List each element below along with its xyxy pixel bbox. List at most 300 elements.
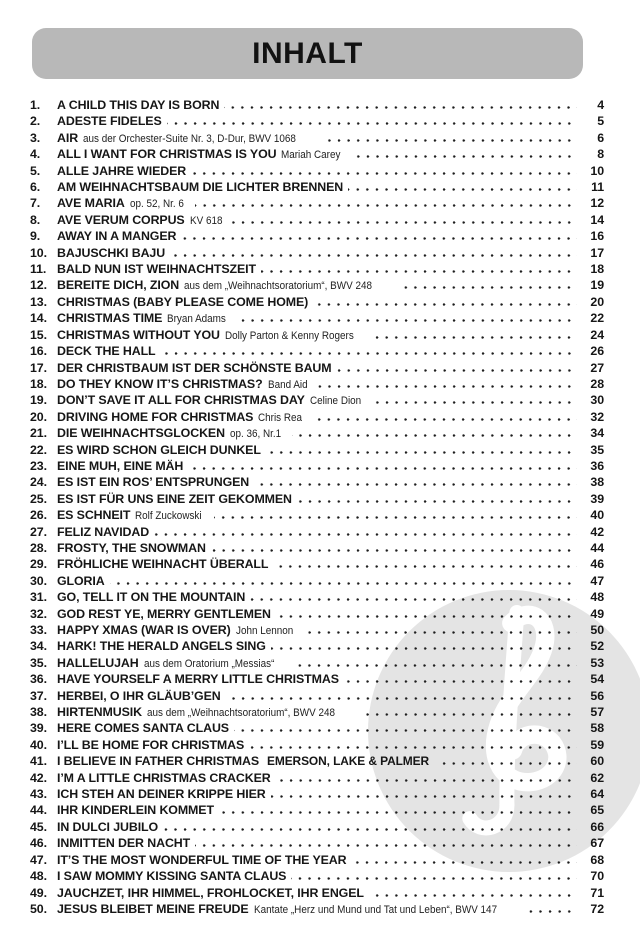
toc-entry-number: 7. <box>30 196 41 211</box>
toc-entry-page: 50 <box>590 623 604 637</box>
toc-row <box>30 606 604 622</box>
toc-row <box>30 507 604 523</box>
toc-row <box>30 474 604 490</box>
toc-entry-detail: KV 618 <box>189 214 223 227</box>
toc-entry-title-text: DIE WEIHNACHTSGLOCKEN <box>57 426 225 441</box>
toc-entry-title <box>57 130 320 147</box>
toc-row <box>30 901 604 917</box>
toc-entry-number: 14. <box>30 311 47 326</box>
toc-entry-number: 44. <box>30 803 47 818</box>
toc-entry-number: 25. <box>30 491 47 506</box>
toc-row <box>30 671 604 687</box>
dot-leader <box>439 762 577 765</box>
toc-entry-detail: Chris Rea <box>258 411 303 424</box>
toc-entry-title-text: AWAY IN A MANGER <box>57 229 177 244</box>
toc-entry-title <box>57 688 221 704</box>
toc-entry-title <box>57 146 348 163</box>
toc-entry-number: 45. <box>30 819 47 834</box>
toc-entry-title-text: CHRISTMAS (BABY PLEASE COME HOME) <box>57 294 309 309</box>
toc-entry-page: 17 <box>590 245 604 260</box>
dot-leader <box>170 254 577 257</box>
toc-row <box>30 524 604 540</box>
toc-entry-detail: Rolf Zuckowski <box>135 510 202 523</box>
toc-row <box>30 704 604 720</box>
toc-entry-title-text: I’M A LITTLE CHRISTMAS CRACKER <box>57 770 271 785</box>
toc-entry-number: 43. <box>30 787 47 802</box>
toc-entry-number: 34. <box>30 639 47 654</box>
toc-entry-number: 42. <box>30 770 47 785</box>
toc-row <box>30 360 604 376</box>
toc-entry-number: 8. <box>30 212 41 227</box>
toc-entry-title <box>57 720 229 736</box>
toc-entry-page: 19 <box>590 278 604 293</box>
toc-entry-title-text: DRIVING HOME FOR CHRISTMAS <box>57 409 254 424</box>
toc-entry-title <box>57 589 245 605</box>
toc-entry-detail: EMERSON, LAKE & PALMER <box>267 754 430 769</box>
dot-leader <box>398 286 577 289</box>
toc-entry-title <box>57 524 149 540</box>
toc-row <box>30 655 604 671</box>
toc-entry-title-text: IN DULCI JUBILO <box>57 819 159 834</box>
dot-leader <box>266 451 577 454</box>
toc-entry-page: 6 <box>597 130 604 145</box>
toc-entry-title <box>57 212 226 229</box>
toc-entry-title <box>57 376 312 393</box>
toc-entry-page: 28 <box>590 376 604 391</box>
toc-entry-title-text: ALLE JAHRE WIEDER <box>57 163 187 178</box>
toc-entry-title <box>57 868 286 884</box>
toc-entry-title-text: CHRISTMAS TIME <box>57 311 163 326</box>
toc-row <box>30 163 604 179</box>
toc-row <box>30 343 604 359</box>
dot-leader <box>372 401 577 404</box>
toc-entry-number: 10. <box>30 245 47 260</box>
toc-entry-title <box>57 671 339 687</box>
toc-entry-title <box>57 277 393 294</box>
toc-entry-title-text: IHR KINDERLEIN KOMMET <box>57 803 214 818</box>
dot-leader <box>369 894 577 897</box>
toc-entry-title-text: FROSTY, THE SNOWMAN <box>57 540 206 555</box>
toc-entry-number: 50. <box>30 901 47 916</box>
toc-row <box>30 802 604 818</box>
toc-entry-page: 52 <box>590 639 604 654</box>
dot-leader <box>226 697 577 700</box>
dot-leader <box>214 516 577 519</box>
dot-leader <box>195 844 577 847</box>
toc-entry-number: 30. <box>30 573 47 588</box>
toc-entry-number: 38. <box>30 705 47 720</box>
toc-entry-page: 44 <box>590 540 604 555</box>
toc-entry-number: 41. <box>30 754 47 769</box>
page-title: INHALT <box>252 36 363 70</box>
toc-entry-title <box>57 245 165 261</box>
toc-entry-number: 11. <box>30 262 47 277</box>
toc-row <box>30 770 604 786</box>
toc-entry-title <box>57 704 356 721</box>
toc-row <box>30 310 604 326</box>
toc-entry-title <box>57 770 271 786</box>
toc-entry-number: 20. <box>30 409 47 424</box>
toc-row <box>30 294 604 310</box>
toc-entry-page: 4 <box>597 98 604 112</box>
toc-entry-title <box>57 310 233 327</box>
toc-row <box>30 737 604 753</box>
toc-entry-title <box>57 737 244 753</box>
toc-entry-number: 48. <box>30 869 47 884</box>
toc-entry-page: 64 <box>590 787 604 802</box>
toc-entry-page: 11 <box>591 180 604 195</box>
toc-entry-title <box>57 360 332 376</box>
toc-entry-page: 26 <box>590 344 604 359</box>
dot-leader <box>195 204 577 207</box>
dot-leader <box>238 319 577 322</box>
toc-entry-page: 54 <box>590 672 604 687</box>
toc-entry-detail: John Lennon <box>235 625 293 637</box>
toc-entry-page: 62 <box>590 770 604 785</box>
toc-row <box>30 589 604 605</box>
toc-entry-title <box>57 885 364 901</box>
toc-entry-title-text: HALLELUJAH <box>57 655 139 670</box>
toc-entry-page: 32 <box>590 409 604 424</box>
toc-entry-detail: aus dem „Weihnachtsoratorium“, BWV 248 <box>184 280 373 293</box>
toc-entry-number: 15. <box>30 327 47 342</box>
toc-entry-page: 24 <box>590 327 604 342</box>
toc-entry-page: 18 <box>590 262 604 277</box>
toc-entry-page: 70 <box>590 869 604 884</box>
toc-row <box>30 786 604 802</box>
toc-entry-title <box>57 556 268 572</box>
dot-leader <box>317 385 577 388</box>
toc-entry-title-text: ALL I WANT FOR CHRISTMAS IS YOU <box>57 147 277 162</box>
dot-leader <box>261 270 577 273</box>
dot-leader <box>219 811 577 814</box>
toc-entry-detail: Dolly Parton & Kenny Rogers <box>224 329 354 342</box>
toc-entry-title-text: ES IST EIN ROS’ ENTSPRUNGEN <box>57 475 250 490</box>
toc-entry-page: 72 <box>590 901 604 916</box>
toc-entry-title-text: AM WEIHNACHTSBAUM DIE LICHTER BRENNEN <box>57 180 344 195</box>
toc-entry-title <box>57 606 271 622</box>
dot-leader <box>325 139 577 142</box>
dot-leader <box>313 303 577 306</box>
toc-entry-title-text: I’LL BE HOME FOR CHRISTMAS <box>57 737 245 752</box>
toc-entry-title <box>57 294 308 310</box>
toc-entry-number: 40. <box>30 737 47 752</box>
toc-entry-title <box>57 425 287 442</box>
dot-leader <box>344 680 577 683</box>
toc-list <box>30 97 604 917</box>
toc-entry-title-text: ADESTE FIDELES <box>57 114 162 129</box>
toc-entry-title-text: ICH STEH AN DEINER KRIPPE HIER <box>57 787 266 802</box>
toc-entry-title <box>57 753 434 769</box>
toc-entry-page: 35 <box>590 442 604 457</box>
toc-row <box>30 425 604 441</box>
toc-entry-title <box>57 655 288 672</box>
toc-row <box>30 458 604 474</box>
toc-entry-title <box>57 835 190 851</box>
dot-leader <box>271 795 577 798</box>
dot-leader <box>188 467 577 470</box>
toc-entry-page: 39 <box>590 491 604 506</box>
toc-entry-page: 5 <box>597 114 604 129</box>
toc-entry-title <box>57 163 186 179</box>
toc-entry-title <box>57 491 292 507</box>
toc-entry-title <box>57 97 219 113</box>
toc-entry-title <box>57 901 524 918</box>
toc-entry-title-text: ES IST FÜR UNS EINE ZEIT GEKOMMEN <box>57 491 292 506</box>
toc-entry-title <box>57 458 183 474</box>
toc-entry-title <box>57 179 343 195</box>
dot-leader <box>254 483 577 486</box>
toc-entry-page: 12 <box>590 196 604 211</box>
toc-row <box>30 622 604 638</box>
toc-entry-page: 27 <box>590 360 604 375</box>
toc-entry-page: 71 <box>590 885 604 900</box>
toc-entry-page: 68 <box>590 852 604 867</box>
toc-entry-number: 46. <box>30 836 47 851</box>
toc-entry-number: 9. <box>30 229 41 244</box>
dot-leader <box>304 631 577 634</box>
toc-entry-title-text: ES WIRD SCHON GLEICH DUNKEL <box>57 442 261 457</box>
dot-leader <box>234 729 577 732</box>
toc-entry-number: 33. <box>30 623 47 637</box>
toc-entry-page: 66 <box>590 819 604 834</box>
toc-entry-page: 16 <box>590 229 604 244</box>
toc-row <box>30 819 604 835</box>
toc-entry-title <box>57 507 209 524</box>
toc-entry-page: 30 <box>590 393 604 408</box>
toc-entry-detail: Kantate „Herz und Mund und Tat und Leben“, BWV 147 <box>253 903 497 916</box>
toc-entry-detail: aus dem Oratorium „Messias“ <box>143 657 274 670</box>
toc-entry-number: 47. <box>30 852 47 867</box>
toc-entry-number: 22. <box>30 442 47 457</box>
toc-row <box>30 556 604 572</box>
toc-entry-title-text: HERBEI, O IHR GLÄUB’GEN <box>57 688 221 703</box>
toc-row <box>30 852 604 868</box>
dot-leader <box>353 155 577 158</box>
dot-leader <box>211 549 577 552</box>
toc-row <box>30 868 604 884</box>
toc-entry-page: 59 <box>590 737 604 752</box>
toc-entry-number: 31. <box>30 590 47 605</box>
toc-entry-number: 28. <box>30 540 47 555</box>
toc-entry-page: 40 <box>590 508 604 523</box>
toc-entry-title-text: BALD NUN IST WEIHNACHTSZEIT <box>57 262 256 277</box>
toc-row <box>30 491 604 507</box>
toc-entry-number: 21. <box>30 426 47 441</box>
toc-entry-page: 36 <box>590 458 604 473</box>
toc-entry-detail: Mariah Carey <box>281 149 341 162</box>
toc-entry-number: 18. <box>30 376 47 391</box>
toc-entry-title <box>57 195 190 212</box>
toc-entry-title <box>57 638 266 654</box>
toc-entry-title-text: I SAW MOMMY KISSING SANTA CLAUS <box>57 869 287 884</box>
toc-entry-title-text: GOD REST YE, MERRY GENTLEMEN <box>57 606 271 621</box>
dot-leader <box>351 861 577 864</box>
toc-row <box>30 376 604 392</box>
dot-leader <box>224 106 577 109</box>
toc-entry-title-text: HIRTENMUSIK <box>57 705 142 720</box>
toc-entry-title <box>57 786 266 802</box>
toc-row <box>30 146 604 162</box>
toc-entry-title-text: IT’S THE MOST WONDERFUL TIME OF THE YEAR <box>57 852 347 867</box>
toc-entry-title-text: FRÖHLICHE WEIHNACHT ÜBERALL <box>57 557 269 572</box>
toc-row <box>30 212 604 228</box>
toc-entry-number: 29. <box>30 557 47 572</box>
toc-entry-title-text: GLORIA <box>57 573 105 588</box>
toc-entry-page: 38 <box>590 475 604 490</box>
toc-entry-page: 22 <box>590 311 604 326</box>
toc-entry-page: 58 <box>590 721 604 736</box>
toc-entry-number: 4. <box>30 147 41 162</box>
toc-entry-number: 1. <box>30 98 41 112</box>
toc-entry-title <box>57 573 105 589</box>
dot-leader <box>250 598 577 601</box>
toc-entry-number: 27. <box>30 524 47 539</box>
toc-entry-page: 42 <box>590 524 604 539</box>
dot-leader <box>271 647 577 650</box>
toc-entry-number: 3. <box>30 130 41 145</box>
dot-leader <box>293 664 577 667</box>
toc-entry-detail: aus dem „Weihnachtsoratorium“, BWV 248 <box>146 707 335 720</box>
toc-entry-title <box>57 409 307 426</box>
toc-row <box>30 130 604 146</box>
toc-entry-number: 6. <box>30 180 41 195</box>
toc-row <box>30 245 604 261</box>
toc-entry-detail: op. 36, Nr.1 <box>229 428 282 441</box>
toc-entry-title <box>57 622 299 639</box>
dot-leader <box>348 188 577 191</box>
toc-entry-title-text: EINE MUH, EINE MÄH <box>57 458 184 473</box>
toc-entry-title-text: FELIZ NAVIDAD <box>57 524 150 539</box>
toc-entry-page: 60 <box>590 754 604 769</box>
toc-entry-page: 65 <box>590 803 604 818</box>
toc-entry-number: 5. <box>30 163 41 178</box>
toc-entry-title-text: BAJUSCHKI BAJU <box>57 245 166 260</box>
toc-row <box>30 720 604 736</box>
toc-row <box>30 277 604 293</box>
toc-entry-number: 35. <box>30 655 47 670</box>
dot-leader <box>161 352 577 355</box>
toc-entry-page: 10 <box>590 163 604 178</box>
toc-entry-title <box>57 113 162 129</box>
toc-entry-title-text: JAUCHZET, IHR HIMMEL, FROHLOCKET, IHR ENGEL <box>57 885 364 900</box>
toc-entry-title <box>57 819 158 835</box>
toc-entry-title-text: HAPPY XMAS (WAR IS OVER) <box>57 623 231 637</box>
dot-leader <box>361 713 577 716</box>
toc-entry-page: 46 <box>590 557 604 572</box>
toc-entry-title <box>57 343 156 359</box>
toc-entry-title-text: A CHILD THIS DAY IS BORN <box>57 98 220 112</box>
dot-leader <box>373 336 577 339</box>
dot-leader <box>291 877 577 880</box>
toc-entry-page: 57 <box>590 705 604 720</box>
toc-entry-number: 24. <box>30 475 47 490</box>
toc-entry-title <box>57 852 346 868</box>
toc-row <box>30 442 604 458</box>
toc-row <box>30 179 604 195</box>
toc-row <box>30 573 604 589</box>
toc-entry-number: 2. <box>30 114 41 129</box>
toc-entry-page: 20 <box>590 294 604 309</box>
toc-entry-title <box>57 474 249 490</box>
toc-row <box>30 392 604 408</box>
toc-entry-number: 32. <box>30 606 47 621</box>
dot-leader <box>231 221 577 224</box>
toc-entry-title-text: HARK! THE HERALD ANGELS SING <box>57 639 266 654</box>
toc-entry-number: 39. <box>30 721 47 736</box>
toc-row <box>30 835 604 851</box>
toc-entry-title-text: CHRISTMAS WITHOUT YOU <box>57 327 220 342</box>
toc-entry-number: 37. <box>30 688 47 703</box>
dot-leader <box>312 418 577 421</box>
dot-leader <box>163 828 577 831</box>
dot-leader <box>154 533 577 536</box>
dot-leader <box>297 500 577 503</box>
toc-row <box>30 885 604 901</box>
toc-row <box>30 409 604 425</box>
toc-entry-number: 13. <box>30 294 47 309</box>
toc-entry-title-text: AVE MARIA <box>57 196 125 211</box>
toc-entry-page: 56 <box>590 688 604 703</box>
toc-entry-title-text: AIR <box>57 130 79 145</box>
toc-header-bar <box>32 28 583 79</box>
toc-entry-title <box>57 392 367 409</box>
toc-entry-page: 48 <box>590 590 604 605</box>
toc-entry-page: 47 <box>590 573 604 588</box>
toc-entry-title-text: DER CHRISTBAUM IST DER SCHÖNSTE BAUM <box>57 360 332 375</box>
toc-entry-page: 34 <box>590 426 604 441</box>
toc-entry-detail: aus der Orchester-Suite Nr. 3, D-Dur, BWV 1068 <box>83 132 296 145</box>
toc-entry-title-text: AVE VERUM CORPUS <box>57 212 185 227</box>
toc-row <box>30 195 604 211</box>
toc-entry-number: 19. <box>30 393 47 408</box>
toc-entry-title <box>57 540 206 556</box>
toc-entry-title-text: DON’T SAVE IT ALL FOR CHRISTMAS DAY <box>57 393 305 408</box>
toc-entry-title-text: I BELIEVE IN FATHER CHRISTMAS <box>57 754 260 769</box>
dot-leader <box>273 565 577 568</box>
toc-entry-title <box>57 802 214 818</box>
toc-entry-title-text: HERE COMES SANTA CLAUS <box>57 721 229 736</box>
toc-row <box>30 327 604 343</box>
toc-row <box>30 97 604 113</box>
toc-entry-title-text: JESUS BLEIBET MEINE FREUDE <box>57 901 249 916</box>
dot-leader <box>249 746 577 749</box>
toc-row <box>30 753 604 769</box>
toc-entry-detail: Bryan Adams <box>167 313 227 326</box>
toc-row <box>30 540 604 556</box>
dot-leader <box>191 172 577 175</box>
toc-entry-page: 49 <box>590 606 604 621</box>
toc-row <box>30 688 604 704</box>
toc-entry-detail: op. 52, Nr. 6 <box>129 198 184 211</box>
toc-row <box>30 261 604 277</box>
toc-row <box>30 113 604 129</box>
dot-leader <box>337 369 577 372</box>
toc-entry-number: 49. <box>30 885 47 900</box>
toc-entry-page: 53 <box>590 655 604 670</box>
dot-leader <box>292 434 577 437</box>
toc-entry-page: 8 <box>597 147 604 162</box>
toc-entry-page: 67 <box>590 836 604 851</box>
toc-entry-page: 14 <box>590 212 604 227</box>
dot-leader <box>276 779 577 782</box>
dot-leader <box>276 615 577 618</box>
toc-entry-number: 12. <box>30 278 47 293</box>
toc-entry-number: 16. <box>30 344 47 359</box>
toc-entry-detail: Celine Dion <box>309 395 361 408</box>
toc-row <box>30 638 604 654</box>
toc-entry-title <box>57 228 176 244</box>
